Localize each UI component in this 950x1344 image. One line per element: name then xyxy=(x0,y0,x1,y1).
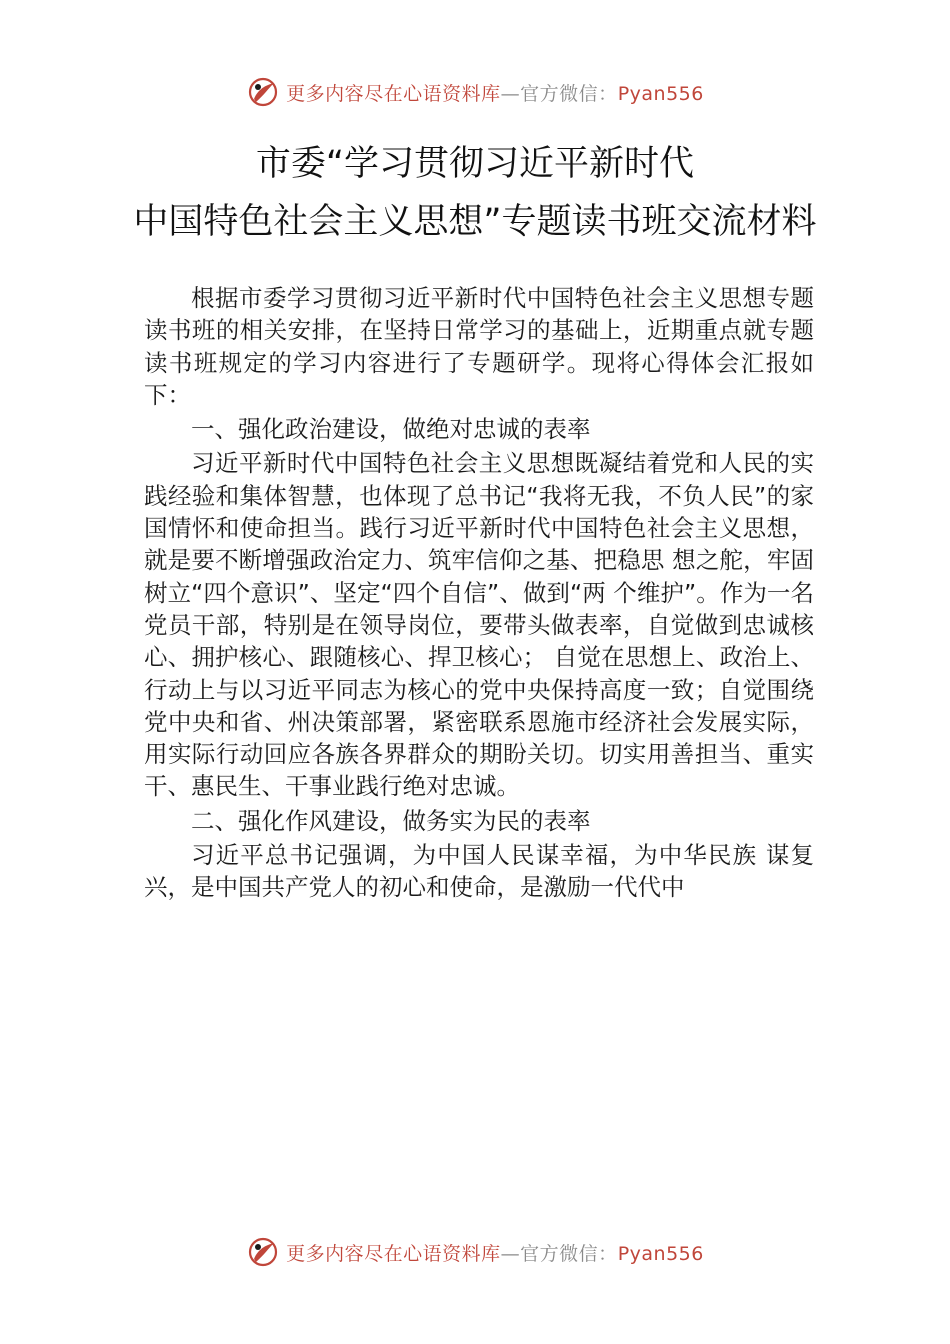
section-heading-2: 二、强化作风建设，做务实为民的表率 xyxy=(191,806,591,835)
section-heading-1: 一、强化政治建设，做绝对忠诚的表率 xyxy=(191,415,591,444)
paragraph-section-2: 习近平总书记强调，为中国人民谋幸福，为中华民族 谋复兴，是中国共产党人的初心和使命，是激励一代代中 xyxy=(144,841,814,902)
document-body xyxy=(144,282,814,904)
document-title-line-2: 中国特色社会主义思想”专题读书班交流材料 xyxy=(133,202,817,242)
header-watermark-banner xyxy=(0,72,950,112)
watermark-text: 更多内容尽在心语资料库—官方微信：Pyan556 xyxy=(286,82,704,105)
paragraph-intro: 根据市委学习贯彻习近平新时代中国特色社会主义思想专题读书班的相关安排，在坚持日常学习的基础上，近期重点就专题读书班规定的学习内容进行了专题研学。现将心得体会汇报如下： xyxy=(144,284,814,409)
watermark-text: 更多内容尽在心语资料库—官方微信：Pyan556 xyxy=(286,1242,704,1265)
paragraph-section-1: 习近平新时代中国特色社会主义思想既凝结着党和人民的实践经验和集体智慧，也体现了总书记“我将无我，不负人民”的家国情怀和使命担当。践行习近平新时代中国特色社会主义思想，就是要不断增强政治定力、筑牢信仰之基、把稳思 想之舵，牢固树立“四个意识”、坚定“四个自信”、做到“两 个维护”。作为一名党员干部，特别是在领导岗位，要带头做表率，自觉做到忠诚核心、拥护核心、跟随核心、捍卫核心； 自觉在思想上、政治上、行动上与以习近平同志为核心的党中央保持高度一致；自觉围绕党中央和省、州决策部署，紧密联系恩施市经济社会发展实际，用实际行动回应各族各界群众的期盼关切。切实用善担当、重实干、惠民生、干事业践行绝对忠诚。 xyxy=(144,449,814,801)
brand-logo-icon xyxy=(246,1235,280,1269)
brand-logo-icon xyxy=(246,75,280,109)
document-title-line-1: 市委“学习贯彻习近平新时代 xyxy=(255,144,695,184)
footer-watermark-banner xyxy=(0,1232,950,1272)
